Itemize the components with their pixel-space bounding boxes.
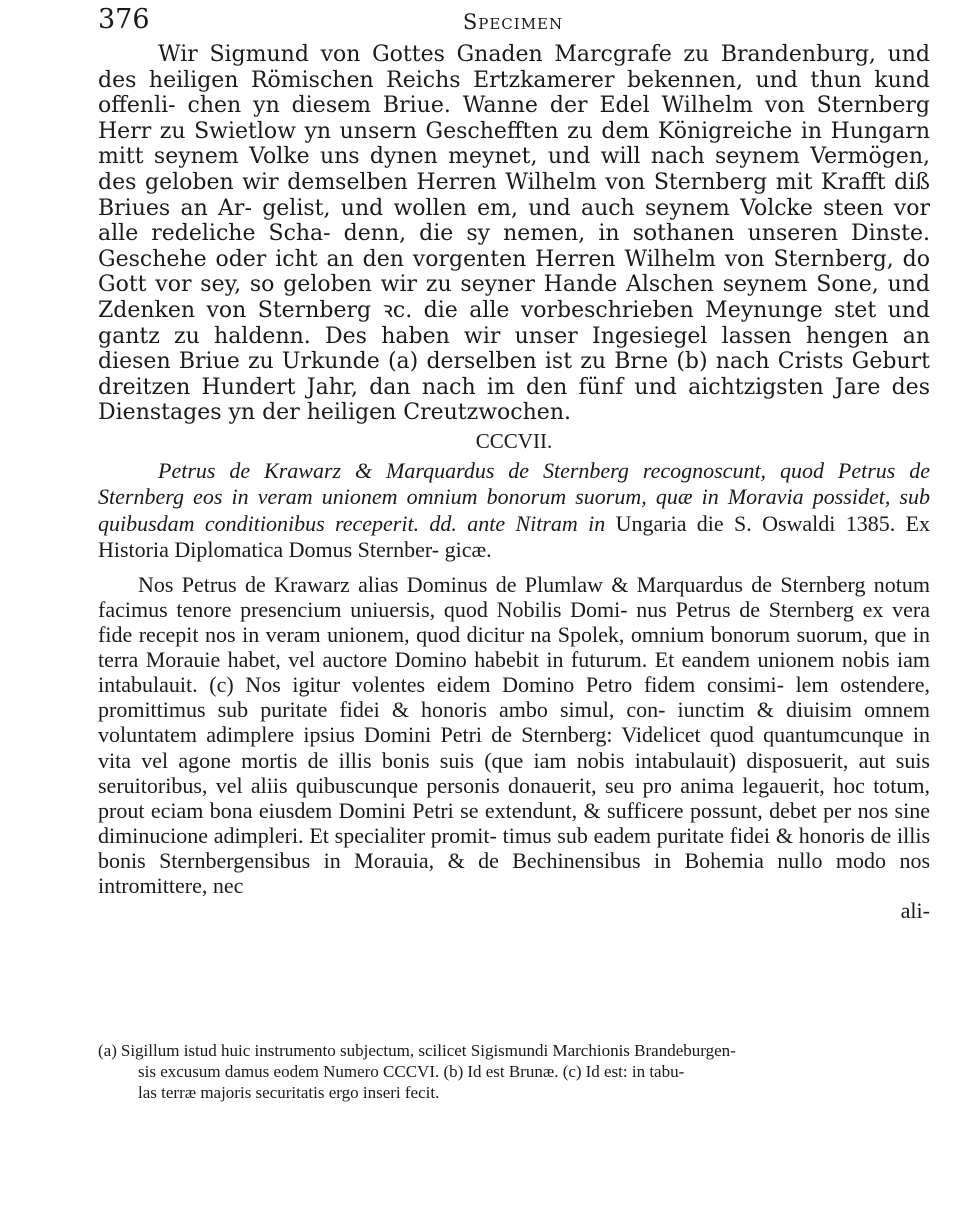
- footnote-marker: (c): [562, 1062, 582, 1081]
- text-line: Brne (b) nach Crists Geburt dreitzen Hundert Jahr, dan nach im den fünf und: [98, 349, 930, 400]
- text-line: demselben Herren Wilhelm von Sternberg mit Krafft diß Briues an Ar-: [98, 169, 930, 221]
- text-line: denn, die sy nemen, in sothanen unseren Dinste. Geschehe oder icht an den: [98, 221, 931, 272]
- text-line: iunctim & diuisim omnem voluntatem adimplere ipsius Domini Petri de: [98, 697, 930, 748]
- footnote-marker: (a): [98, 1041, 117, 1060]
- document-number: CCCVII.: [475, 428, 553, 453]
- catchword: ali-: [900, 898, 930, 924]
- text-line: des heiligen Römischen Reichs Ertzkamerer bekennen, und thun kund offenli-: [98, 67, 930, 119]
- text-line: vel auctore Domino habebit in futurum. Et eandem unionem nobis iam: [288, 647, 931, 673]
- page-header: [98, 4, 928, 40]
- text-line: die alle vorbeschrieben Meynunge stet und gantz zu haldenn. Des haben wir: [98, 297, 930, 349]
- document-summary: [98, 458, 930, 564]
- text-line: Morauia, & de Bechinensibus in Bohemia nullo modo nos intromittere, nec: [98, 847, 931, 899]
- footnote-text: Sigillum istud huic instrumento subjectum, scilicet Sigismundi Marchionis Brandeburgen-: [120, 1041, 736, 1060]
- text-line: Swietlow yn unsern Geschefften zu dem Königreiche in Hungarn mitt seynem: [98, 118, 930, 170]
- footnote-line: [98, 1061, 930, 1082]
- text-line: intabulauit. (c) Nos igitur volentes eidem Domino Petro fidem consimi-: [98, 672, 784, 698]
- text-line: gelist, und wollen em, und auch seynem Volcke steen vor alle redeliche Scha-: [98, 195, 930, 247]
- text-line: chen yn diesem Briue. Wanne der Edel Wilhelm von Sternberg Herr zu: [98, 93, 931, 144]
- footnote-text: las terræ majoris securitatis ergo inseri fecit.: [138, 1083, 440, 1102]
- text-line: totum, prout eciam bona eiusdem Domini Petri se extendunt, & sufficere: [98, 772, 931, 823]
- footnote-a: [98, 1040, 930, 1061]
- text-line: aichtzigsten Jare des Dienstages yn der heiligen Creutzwochen.: [98, 374, 930, 426]
- footnote-line: [98, 1082, 930, 1103]
- latin-charter-text: [98, 572, 930, 898]
- page-body: [98, 42, 930, 924]
- footnote-marker: (b): [443, 1062, 464, 1081]
- text-line: Moravia possidet, sub quibusdam conditionibus receperit. dd. ante Nitram in: [98, 484, 930, 536]
- text-line: lem ostendere, promittimus sub puritate fidei & honoris ambo simul, con-: [98, 672, 930, 723]
- footnote-text: Id est: in tabu-: [585, 1062, 685, 1081]
- footnote-text: sis excusum damus eodem Numero CCCVI.: [138, 1062, 440, 1081]
- footnote-text: Id est Brunæ.: [467, 1062, 559, 1081]
- text-line: timus sub eadem puritate fidei & honoris de illis bonis Sternbergensibus in: [98, 822, 931, 873]
- text-line: vorgenten Herren Wilhelm von Sternberg, do Gott vor sey, so geloben: [98, 246, 930, 298]
- text-line: Wir Sigmund von Gottes Gnaden Marcgrafe zu Brandenburg, und: [158, 42, 930, 67]
- text-line: wir zu seyner Hande Alschen seynem Sone, und Zdenken von Sternberg ꝛc.: [98, 272, 930, 323]
- text-line: gicæ.: [444, 537, 492, 563]
- text-line: Volke uns dynen meynet, und will nach seynem Vermögen, des geloben wir: [98, 144, 930, 195]
- text-line: Sternberg: Videlicet quod quantumcunque in vita vel agone mortis de illis: [98, 722, 931, 773]
- german-charter-text: [98, 42, 930, 426]
- text-line: unser Ingesiegel lassen hengen an diesen Briue zu Urkunde (a) derselben ist zu: [98, 323, 930, 375]
- text-line: bonis suis (que iam nobis intabulauit) disposuerit, aut suis seruitoribus,: [98, 747, 930, 798]
- page-number: 376: [98, 4, 150, 35]
- text-line: vel aliis quibuscunque personis donauerit, seu pro anima legauerit, hoc: [215, 772, 865, 798]
- text-line: Nos Petrus de Krawarz alias Dominus de Plumlaw & Marquardus de: [138, 571, 773, 597]
- running-head: Specimen: [462, 10, 564, 34]
- text-line: Sternberg notum facimus tenore presencium uniuersis, quod Nobilis Domi-: [98, 571, 930, 622]
- text-line: possunt, debet per nos sine diminucione adimpleri. Et specialiter promit-: [98, 797, 930, 848]
- text-line: dicitur na Spolek, omnium bonorum suorum, que in terra Morauie habet,: [98, 622, 931, 673]
- text-line: Ungaria die S. Oswaldi 1385. Ex Historia Diplomatica Domus Sternber-: [98, 510, 931, 563]
- text-line: Petrus de Krawarz & Marquardus de Sternberg recognoscunt, quod: [158, 457, 824, 483]
- text-line: Petrus de Sternberg eos in veram unionem omnium bonorum suorum, quæ in: [98, 457, 931, 510]
- footnotes: [98, 1040, 930, 1103]
- text-line: nus Petrus de Sternberg ex vera fide recepit nos in veram unionem, quod: [98, 597, 930, 648]
